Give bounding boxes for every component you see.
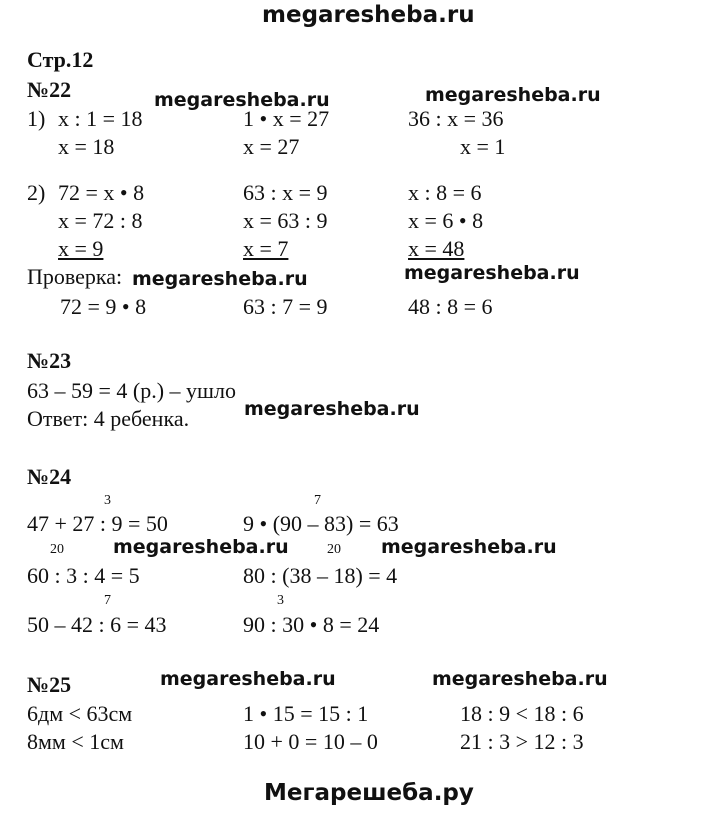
equation: 1 • x = 27 [243, 106, 330, 131]
footer-watermark: Мегарешеба.ру [264, 780, 474, 806]
equation-step: x = 72 : 8 [58, 208, 143, 233]
comparison: 18 : 9 < 18 : 6 [460, 701, 584, 726]
expression: 80 : (38 – 18) = 4 [243, 563, 398, 588]
equation-answer: x = 7 [243, 236, 289, 261]
equation: 36 : x = 36 [408, 106, 504, 131]
expression: 90 : 30 • 8 = 24 [243, 612, 380, 637]
watermark: megaresheba.ru [381, 536, 557, 558]
answer-line: Ответ: 4 ребенка. [27, 406, 190, 431]
operation-order-mark: 7 [104, 593, 111, 608]
exercise-23-title: №23 [27, 348, 72, 373]
check-label: Проверка: [27, 264, 123, 289]
exercise-22-title: №22 [27, 77, 72, 102]
expression: 50 – 42 : 6 = 43 [27, 612, 167, 637]
page-label: Стр.12 [27, 47, 94, 72]
watermark: megaresheba.ru [425, 84, 601, 106]
equation-answer: x = 9 [58, 236, 104, 261]
watermark: megaresheba.ru [113, 536, 289, 558]
equation-solution: x = 18 [58, 134, 115, 159]
watermark-top: megaresheba.ru [262, 2, 475, 28]
watermark: megaresheba.ru [404, 262, 580, 284]
comparison: 10 + 0 = 10 – 0 [243, 729, 378, 754]
comparison: 8мм < 1см [27, 729, 124, 754]
equation: x : 1 = 18 [58, 106, 143, 131]
comparison: 6дм < 63см [27, 701, 133, 726]
operation-order-mark: 7 [314, 493, 321, 508]
expression: 9 • (90 – 83) = 63 [243, 511, 399, 536]
operation-order-mark: 20 [327, 542, 341, 557]
watermark: megaresheba.ru [432, 668, 608, 690]
part-2-number: 2) [27, 180, 46, 205]
expression: 47 + 27 : 9 = 50 [27, 511, 168, 536]
equation: x : 8 = 6 [408, 180, 482, 205]
operation-order-mark: 3 [277, 593, 284, 608]
expression: 60 : 3 : 4 = 5 [27, 563, 140, 588]
watermark: megaresheba.ru [160, 668, 336, 690]
exercise-24-title: №24 [27, 464, 72, 489]
watermark: megaresheba.ru [132, 268, 308, 290]
exercise-25-title: №25 [27, 672, 72, 697]
check-equation: 72 = 9 • 8 [60, 294, 147, 319]
operation-order-mark: 3 [104, 493, 111, 508]
comparison: 1 • 15 = 15 : 1 [243, 701, 369, 726]
comparison: 21 : 3 > 12 : 3 [460, 729, 584, 754]
watermark: megaresheba.ru [244, 398, 420, 420]
solution-line: 63 – 59 = 4 (р.) – ушло [27, 378, 236, 403]
equation-solution: x = 1 [460, 134, 506, 159]
part-1-number: 1) [27, 106, 46, 131]
equation: 63 : x = 9 [243, 180, 328, 205]
equation-answer: x = 48 [408, 236, 465, 261]
check-equation: 48 : 8 = 6 [408, 294, 493, 319]
equation: 72 = x • 8 [58, 180, 145, 205]
watermark: megaresheba.ru [154, 89, 330, 111]
equation-solution: x = 27 [243, 134, 300, 159]
equation-step: x = 63 : 9 [243, 208, 328, 233]
equation-step: x = 6 • 8 [408, 208, 484, 233]
check-equation: 63 : 7 = 9 [243, 294, 328, 319]
operation-order-mark: 20 [50, 542, 64, 557]
